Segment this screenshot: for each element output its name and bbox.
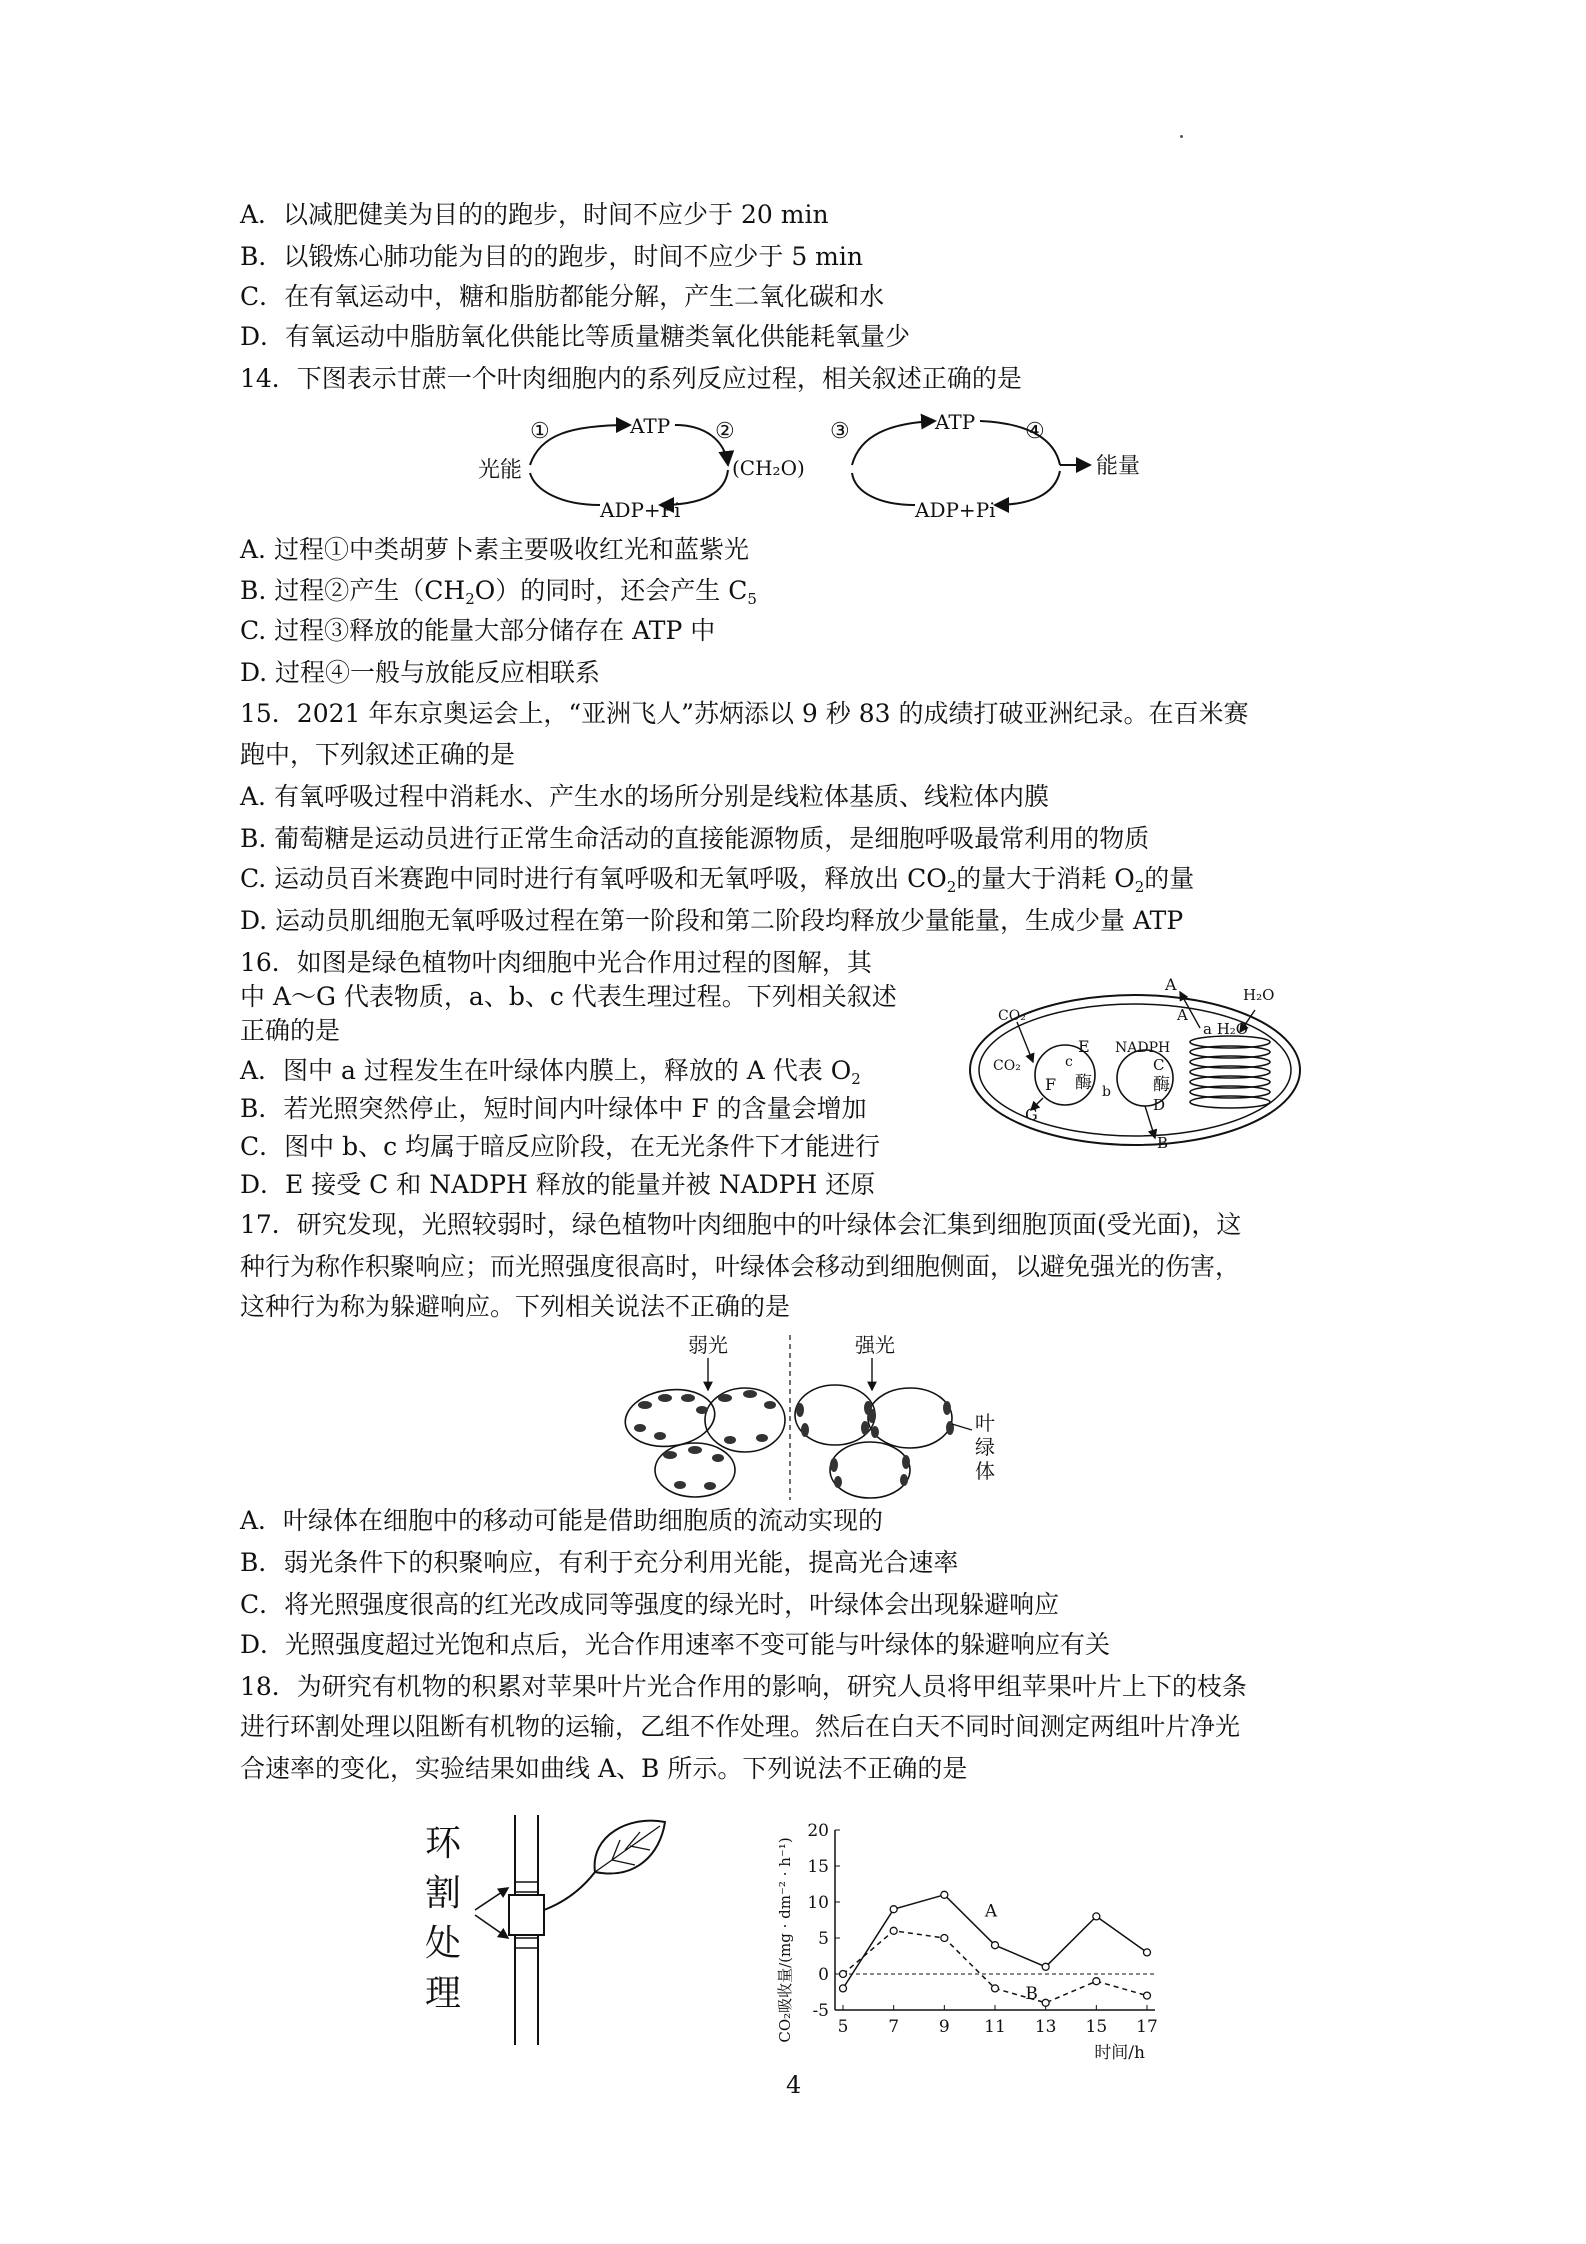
label-e: E xyxy=(1078,1037,1090,1056)
diagram-ch2o: (CH₂O) xyxy=(732,456,805,480)
girdle-upper-band xyxy=(515,1882,538,1892)
q17-stem-line2: 种行为称作积聚响应；而光照强度很高时，叶绿体会移动到细胞侧面，以避免强光的伤害， xyxy=(240,1252,1241,1281)
right-cycle-bottom-arc-2 xyxy=(852,473,915,505)
series-B-point xyxy=(941,1935,948,1942)
q17-option-d: D．光照强度超过光饱和点后，光合作用速率不变可能与叶绿体的躲避响应有关 xyxy=(240,1630,1111,1659)
q16-option-d: D．E 接受 C 和 NADPH 释放的能量并被 NADPH 还原 xyxy=(240,1170,876,1199)
q17-chloroplast-movement-diagram xyxy=(610,1330,1010,1505)
q17-option-c: C．将光照强度很高的红光改成同等强度的绿光时，叶绿体会出现躲避响应 xyxy=(240,1590,1060,1619)
label-chloroplast-2: 绿 xyxy=(975,1435,995,1459)
diagram-adp-right: ADP+Pi xyxy=(915,498,996,522)
q16-chloroplast-diagram xyxy=(965,970,1305,1155)
q15-option-a: A. 有氧呼吸过程中消耗水、产生水的场所分别是线粒体基质、线粒体内膜 xyxy=(240,782,1049,811)
q14-option-d: D. 过程④一般与放能反应相联系 xyxy=(240,658,601,687)
right-cycle-top-arc xyxy=(852,421,935,465)
q15-stem-line1: 15．2021 年东京奥运会上，“亚洲飞人”苏炳添以 9 秒 83 的成绩打破亚洲纪录。在百米赛 xyxy=(240,699,1249,728)
q13-option-a: A．以减肥健美为目的的跑步，时间不应少于 20 min xyxy=(240,200,829,229)
diagram-num-4: ④ xyxy=(1025,419,1045,444)
diagram-adp-left: ADP+Pi xyxy=(600,498,681,522)
pointer-arrow-lower xyxy=(475,1915,508,1938)
label-a-h2o: a H₂O xyxy=(1203,1020,1249,1038)
arrow-co2-in xyxy=(1017,1022,1033,1062)
label-f: F xyxy=(1045,1075,1057,1094)
label-co2: CO₂ xyxy=(993,1058,1021,1074)
series-A-point xyxy=(1144,1949,1151,1956)
series-A-point xyxy=(890,1906,897,1913)
diagram-atp-left: ATP xyxy=(630,414,671,438)
label-co2-top: CO₂ xyxy=(998,1008,1026,1024)
q17-stem-line1: 17．研究发现，光照较弱时，绿色植物叶肉细胞中的叶绿体会汇集到细胞顶面(受光面)，这 xyxy=(240,1210,1242,1239)
diagram-atp-right: ATP xyxy=(935,410,976,434)
q14-option-b: B. 过程②产生$(CH_2O)$的同时，还会产生 $C_5$ xyxy=(240,576,757,608)
q15-option-d: D. 运动员肌细胞无氧呼吸过程在第一阶段和第二阶段均释放少量能量，生成少量 ATP xyxy=(240,906,1184,935)
x-tick-label: 17 xyxy=(1136,2017,1158,2037)
series-A-point xyxy=(840,1985,847,1992)
q14-stem: 14．下图表示甘蔗一个叶肉细胞内的系列反应过程，相关叙述正确的是 xyxy=(240,364,1022,393)
right-cycle-bottom-arc xyxy=(995,471,1060,505)
q14-atp-cycle-diagram xyxy=(460,405,1160,530)
series-B-point xyxy=(1144,1992,1151,1999)
series-B-point xyxy=(1042,1999,1049,2006)
x-tick-label: 5 xyxy=(837,2017,849,2037)
q15-option-b: B. 葡萄糖是运动员进行正常生命活动的直接能源物质，是细胞呼吸最常利用的物质 xyxy=(240,824,1150,853)
q13-option-b: B．以锻炼心肺功能为目的的跑步，时间不应少于 5 min xyxy=(240,242,863,271)
q18-stem-line2: 进行环割处理以阻断有机物的运输，乙组不作处理。然后在白天不同时间测定两组叶片净光 xyxy=(240,1712,1241,1741)
x-tick-label: 13 xyxy=(1034,2017,1057,2037)
q13-option-d: D．有氧运动中脂肪氧化供能比等质量糖类氧化供能耗氧量少 xyxy=(240,322,911,351)
label-b-big: B xyxy=(1157,1134,1169,1152)
q15-option-c: C. 运动员百米赛跑中同时进行有氧呼吸和无氧呼吸，释放出 $CO_2$的量大于消耗 $O_2$的量 xyxy=(240,864,1195,896)
leaf-veins xyxy=(595,1826,660,1872)
q16-option-a: A．图中 a 过程发生在叶绿体内膜上，释放的 A 代表 $O_2$ xyxy=(240,1056,861,1088)
girdle-ring xyxy=(509,1895,544,1935)
diagram-light-energy: 光能 xyxy=(478,458,523,483)
y-tick-label: 15 xyxy=(807,1857,829,1877)
series-A-point xyxy=(1042,1963,1049,1970)
series-A-point xyxy=(1093,1913,1100,1920)
y-tick-label: 10 xyxy=(807,1893,829,1913)
right-cycle-top-arc-2 xyxy=(980,421,1060,465)
x-tick-label: 7 xyxy=(888,2017,900,2037)
label-c-small: c xyxy=(1065,1054,1073,1070)
x-tick-label: 15 xyxy=(1085,2017,1108,2037)
label-c-big: C xyxy=(1153,1056,1165,1074)
chloroplast-pointer xyxy=(952,1424,972,1430)
x-tick-label: 9 xyxy=(938,2017,950,2037)
label-enzyme-1: 酶 xyxy=(1075,1073,1092,1093)
diagram-num-3: ③ xyxy=(830,419,850,444)
q18-stem-line1: 18．为研究有机物的积累对苹果叶片光合作用的影响，研究人员将甲组苹果叶片上下的枝条 xyxy=(240,1672,1247,1701)
label-chloroplast-3: 体 xyxy=(975,1459,995,1483)
series-B-point xyxy=(840,1971,847,1978)
label-enzyme-2: 酶 xyxy=(1153,1075,1170,1095)
label-a-mid: A xyxy=(1177,1006,1188,1024)
q16-stem-line2: 中 A～G 代表物质，a、b、c 代表生理过程。下列相关叙述 xyxy=(240,982,897,1011)
q16-stem-line1: 16．如图是绿色植物叶肉细胞中光合作用过程的图解，其 xyxy=(240,948,872,977)
label-d: D xyxy=(1153,1096,1166,1114)
leaf-petiole xyxy=(544,1872,595,1910)
label-weak-light: 弱光 xyxy=(688,1333,728,1357)
q14-option-a: A. 过程①中类胡萝卜素主要吸收红光和蓝紫光 xyxy=(240,535,749,564)
pointer-arrow-upper xyxy=(475,1888,508,1910)
q16-option-c: C．图中 b、c 均属于暗反应阶段，在无光条件下才能进行 xyxy=(240,1132,881,1161)
left-cycle-bottom-arc-2 xyxy=(530,473,600,505)
label-strong-light: 强光 xyxy=(855,1333,895,1357)
scan-dot xyxy=(1180,135,1183,138)
q14-option-c: C. 过程③释放的能量大部分储存在 ATP 中 xyxy=(240,616,716,645)
girdle-lower-band xyxy=(515,1938,538,1948)
q17-option-a: A．叶绿体在细胞中的移动可能是借助细胞质的流动实现的 xyxy=(240,1506,884,1535)
series-label-A: A xyxy=(984,1901,998,1922)
q18-stem-line3: 合速率的变化，实验结果如曲线 A、B 所示。下列说法不正确的是 xyxy=(240,1754,968,1783)
q17-stem-line3: 这种行为称为躲避响应。下列相关说法不正确的是 xyxy=(240,1292,791,1321)
q17-option-b: B．弱光条件下的积聚响应，有利于充分利用光能，提高光合速率 xyxy=(240,1548,959,1577)
strong-light-cells xyxy=(795,1385,952,1498)
q18-net-photosynthesis-chart xyxy=(760,1820,1180,2070)
label-chloroplast-1: 叶 xyxy=(975,1411,995,1435)
q16-option-b: B．若光照突然停止，短时间内叶绿体中 F 的含量会增加 xyxy=(240,1094,867,1123)
girdle-char-2: 割 xyxy=(425,1873,462,1914)
page-number: 4 xyxy=(786,2071,802,2099)
series-A-point xyxy=(941,1891,948,1898)
q13-option-c: C．在有氧运动中，糖和脂肪都能分解，产生二氧化碳和水 xyxy=(240,282,885,311)
x-axis-label: 时间/h xyxy=(1094,2043,1145,2063)
label-g: G xyxy=(1025,1105,1038,1124)
label-a-top: A xyxy=(1165,975,1177,994)
girdle-char-1: 环 xyxy=(425,1823,462,1864)
series-A-point xyxy=(992,1942,999,1949)
series-B-point xyxy=(1093,1978,1100,1985)
diagram-num-2: ② xyxy=(715,419,735,444)
y-tick-label: 20 xyxy=(807,1821,829,1841)
girdle-char-4: 理 xyxy=(425,1973,462,2014)
y-tick-label: 0 xyxy=(818,1965,829,1985)
x-tick-label: 11 xyxy=(984,2017,1006,2037)
thylakoid-stack xyxy=(1190,1036,1270,1108)
label-b-small: b xyxy=(1102,1084,1111,1100)
girdle-char-3: 处 xyxy=(425,1923,462,1964)
y-tick-label: 5 xyxy=(818,1929,829,1949)
y-tick-label: -5 xyxy=(812,2001,829,2021)
series-B-point xyxy=(890,1927,897,1934)
diagram-num-1: ① xyxy=(530,419,550,444)
q15-stem-line2: 跑中，下列叙述正确的是 xyxy=(240,740,516,769)
series-B-point xyxy=(992,1985,999,1992)
q18-girdling-diagram xyxy=(420,1810,670,2050)
q16-stem-line3: 正确的是 xyxy=(240,1016,341,1045)
diagram-energy: 能量 xyxy=(1096,454,1141,479)
label-nadph: NADPH xyxy=(1115,1040,1171,1056)
label-h2o-top: H₂O xyxy=(1243,986,1275,1004)
series-label-B: B xyxy=(1025,1984,1038,2005)
y-axis-label: CO₂吸收量/(mg · dm⁻² · h⁻¹) xyxy=(776,1837,794,2043)
